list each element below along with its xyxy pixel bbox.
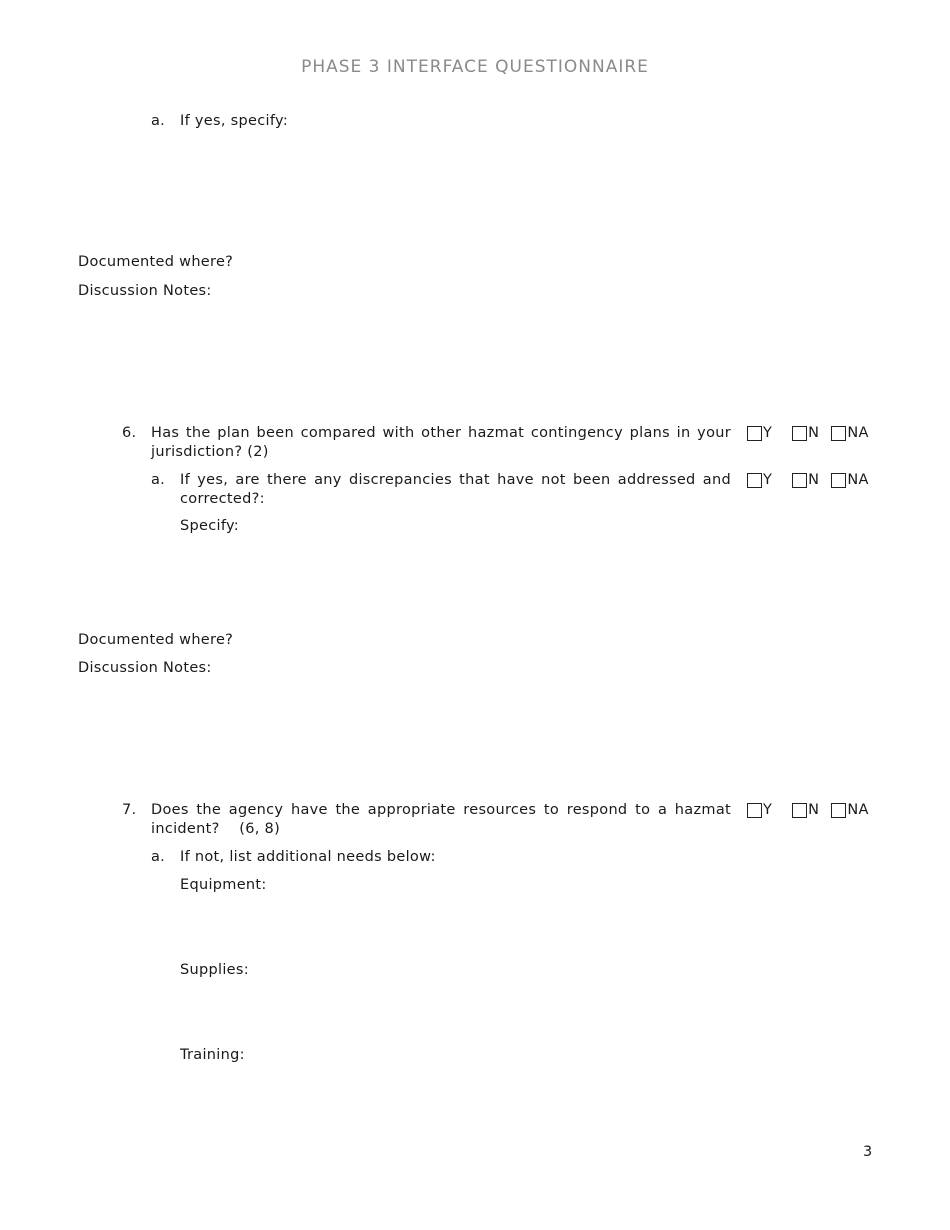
q7a-letter: a.: [151, 849, 166, 865]
q6-checkbox-n[interactable]: [792, 426, 807, 441]
q7-checkbox-n[interactable]: [792, 803, 807, 818]
q7-option-y-label: Y: [763, 802, 773, 818]
q6-checkbox-y[interactable]: [747, 426, 762, 441]
q6a-yn-group: [747, 471, 869, 490]
q6a-question-text: If yes, are there any discrepancies that have not been addressed and corrected?:: [180, 472, 731, 507]
q6a-option-na-label: NA: [847, 472, 869, 488]
q6a-specify-label: Specify:: [180, 518, 239, 534]
q6-discussion-notes-label: Discussion Notes:: [78, 660, 212, 676]
q7-option-n-label: N: [808, 802, 820, 818]
q5-discussion-notes-label: Discussion Notes:: [78, 283, 212, 299]
q6-number: 6.: [122, 425, 137, 441]
q6a-checkbox-n[interactable]: [792, 473, 807, 488]
q6a-checkbox-y[interactable]: [747, 473, 762, 488]
q7a-supplies-label: Supplies:: [180, 962, 249, 978]
q6-option-y-label: Y: [763, 425, 773, 441]
q6a-letter: a.: [151, 472, 166, 488]
q6a-option-y[interactable]: [747, 471, 772, 490]
q7-option-y[interactable]: [747, 801, 772, 820]
q6-yn-group: [747, 424, 869, 443]
q6a-option-n[interactable]: [792, 471, 819, 490]
q6-question-text: Has the plan been compared with other hazmat contingency plans in your jurisdiction? (2): [151, 425, 731, 460]
q5-documented-where-label: Documented where?: [78, 254, 234, 270]
page-header-title: PHASE 3 INTERFACE QUESTIONNAIRE: [301, 57, 649, 77]
q6-option-n-label: N: [808, 425, 820, 441]
q6a-option-n-label: N: [808, 472, 820, 488]
q6-option-na[interactable]: [831, 424, 868, 443]
q7a-equipment-label: Equipment:: [180, 877, 267, 893]
q7-question-text: Does the agency have the appropriate resources to respond to a hazmat incident? (6, 8): [151, 802, 736, 837]
q7-number: 7.: [122, 802, 137, 818]
q6a-option-na[interactable]: [831, 471, 868, 490]
q6-option-n[interactable]: [792, 424, 819, 443]
q6a-option-y-label: Y: [763, 472, 773, 488]
q6-option-na-label: NA: [847, 425, 869, 441]
q7-option-na-label: NA: [847, 802, 869, 818]
q6-option-y[interactable]: [747, 424, 772, 443]
q5a-letter: a.: [151, 113, 166, 129]
q7a-training-label: Training:: [180, 1047, 245, 1063]
q6a-checkbox-na[interactable]: [831, 473, 846, 488]
q6-documented-where-label: Documented where?: [78, 632, 234, 648]
q6-checkbox-na[interactable]: [831, 426, 846, 441]
q7-checkbox-na[interactable]: [831, 803, 846, 818]
q5a-text: If yes, specify:: [180, 113, 289, 129]
q7-option-n[interactable]: [792, 801, 819, 820]
q7a-text: If not, list additional needs below:: [180, 849, 436, 865]
q7-yn-group: [747, 801, 869, 820]
q7-checkbox-y[interactable]: [747, 803, 762, 818]
page-number: 3: [863, 1144, 873, 1160]
q7-option-na[interactable]: [831, 801, 868, 820]
